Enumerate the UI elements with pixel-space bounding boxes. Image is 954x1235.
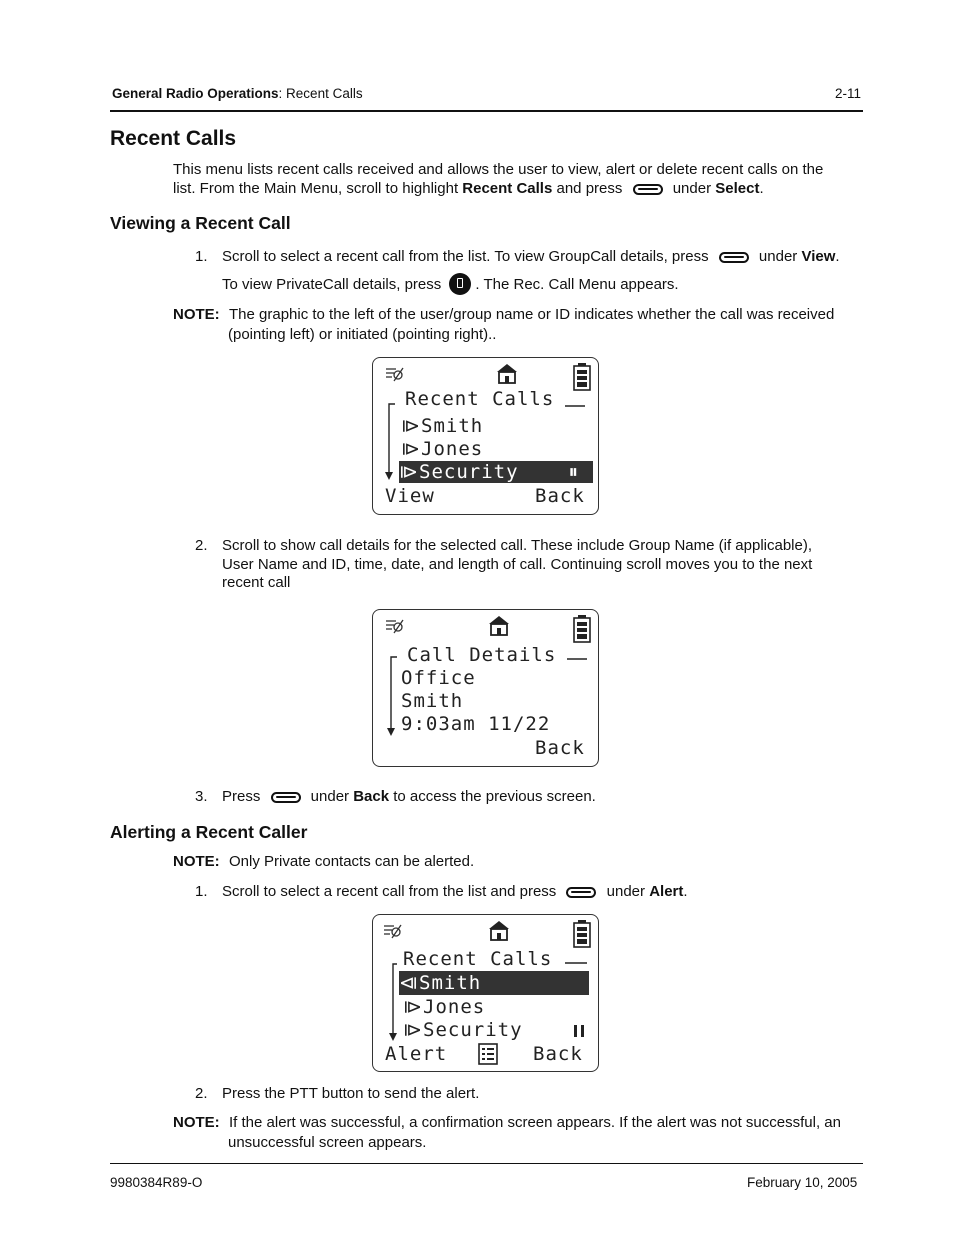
signal-icon (385, 618, 405, 634)
phone-screen-call-details (372, 609, 599, 767)
call-item-name: Security (419, 461, 519, 483)
step-number: 3. (195, 788, 208, 805)
note-text: (pointing left) or initiated (pointing right).. (228, 326, 497, 343)
right-softkey-label: Back (535, 485, 585, 507)
alerting-step-1 (222, 883, 863, 902)
outgoing-call-icon: ⧐ (403, 996, 423, 1018)
step-back: Back (353, 788, 390, 805)
step-number: 1. (195, 248, 208, 265)
left-softkey-label: View (385, 485, 435, 507)
step-line (222, 788, 863, 807)
softkey-icon (271, 792, 301, 803)
call-item-name: Jones (423, 996, 486, 1018)
screen-title: Recent Calls (403, 948, 553, 970)
note-label: NOTE: (173, 1114, 220, 1131)
call-item-selected (399, 461, 593, 483)
viewing-step-3 (222, 788, 863, 807)
group-call-icon (572, 1024, 586, 1038)
intro-text: . (759, 180, 764, 197)
intro-recent-calls: Recent Calls (462, 180, 553, 197)
step-text: . (835, 248, 840, 265)
home-icon (496, 363, 518, 385)
heading-viewing: Viewing a Recent Call (110, 213, 291, 233)
step-text: . The Rec. Call Menu appears. (475, 276, 679, 293)
running-header (112, 86, 363, 101)
call-item-name: Jones (421, 438, 484, 460)
detail-line: 9:03am 11/22 (401, 713, 551, 735)
outgoing-call-icon: ⧐ (401, 415, 421, 437)
viewing-step-1 (222, 248, 863, 295)
menu-icon (478, 1043, 498, 1065)
intro-select: Select (715, 180, 760, 197)
note-text: unsuccessful screen appears. (228, 1134, 427, 1151)
step-number: 2. (195, 1085, 208, 1102)
outgoing-call-icon: ⧐ (401, 438, 421, 460)
step-text: under (754, 248, 802, 265)
page-number: 2-11 (835, 86, 862, 101)
note-private-only (173, 852, 863, 872)
softkey-icon (633, 184, 663, 195)
call-item (403, 996, 485, 1018)
battery-icon (573, 363, 591, 391)
step-text: Scroll to select a recent call from the list. To view GroupCall details, press (222, 248, 713, 265)
step-line: Scroll to show call details for the selected call. These include Group Name (if applicable), (222, 537, 813, 554)
call-item (403, 1019, 523, 1041)
battery-icon (573, 615, 591, 643)
group-call-icon: ⏸ (568, 461, 579, 483)
home-icon (488, 920, 510, 942)
call-item (401, 415, 483, 437)
phone-screen-recent-calls (372, 357, 599, 515)
step-text: under (602, 883, 650, 900)
note-label: NOTE: (173, 853, 220, 870)
intro-paragraph (173, 160, 863, 198)
detail-line: Smith (401, 690, 464, 712)
page-title: Recent Calls (110, 127, 237, 150)
signal-icon (383, 923, 403, 939)
note-label: NOTE: (173, 306, 220, 323)
note-alert-result (173, 1113, 863, 1153)
viewing-step-2 (222, 537, 863, 593)
footer-rule (110, 1163, 863, 1164)
detail-line: Office (401, 667, 476, 689)
footer-date: February 10, 2005 (747, 1175, 858, 1190)
call-item-selected (399, 971, 589, 995)
header-section-rest: : Recent Calls (278, 86, 363, 101)
intro-line-2 (173, 179, 863, 198)
softkey-icon (566, 887, 596, 898)
call-item (401, 438, 483, 460)
step-text: under (306, 788, 354, 805)
screen-title: Call Details (407, 644, 557, 666)
home-icon (488, 615, 510, 637)
call-item-name: Smith (419, 972, 482, 994)
menu-key-icon (449, 273, 471, 295)
step-line: recent call (222, 574, 291, 591)
incoming-call-icon: ⧏ (399, 972, 419, 994)
outgoing-call-icon: ⧐ (399, 461, 419, 483)
intro-line-1: This menu lists recent calls received and allows the user to view, alert or delete recent calls on the (173, 161, 824, 178)
note-text: The graphic to the left of the user/group name or ID indicates whether the call was received (229, 306, 835, 323)
step-number: 2. (195, 537, 208, 554)
step-line (222, 248, 863, 273)
doc-number: 9980384R89-O (110, 1175, 203, 1190)
right-softkey-label: Back (535, 737, 585, 759)
heading-alerting: Alerting a Recent Caller (110, 822, 308, 842)
intro-text: under (668, 180, 716, 197)
call-item-name: Security (423, 1019, 523, 1041)
step-text: To view PrivateCall details, press (222, 276, 446, 293)
step-line (222, 273, 863, 295)
step-alert: Alert (649, 883, 684, 900)
title-rule (565, 405, 585, 407)
phone-screen-alert (372, 914, 599, 1072)
right-softkey-label: Back (533, 1043, 583, 1065)
note-direction (173, 305, 863, 345)
battery-icon (573, 920, 591, 948)
intro-text: and press (552, 180, 627, 197)
step-line (222, 883, 863, 902)
step-text: Scroll to select a recent call from the list and press (222, 883, 561, 900)
header-rule (110, 110, 863, 112)
step-text: . (683, 883, 688, 900)
screen-title: Recent Calls (405, 388, 555, 410)
step-text: Press (222, 788, 265, 805)
signal-icon (385, 366, 405, 382)
step-view: View (801, 248, 836, 265)
step-line: User Name and ID, time, date, and length of call. Continuing scroll moves you to the next (222, 555, 813, 573)
title-rule (565, 962, 587, 964)
step-text: to access the previous screen. (389, 788, 596, 805)
softkey-icon (719, 252, 749, 263)
call-item-name: Smith (421, 415, 484, 437)
intro-text: list. From the Main Menu, scroll to highlight (173, 180, 463, 197)
outgoing-call-icon: ⧐ (403, 1019, 423, 1041)
alerting-step-2: Press the PTT button to send the alert. (222, 1085, 480, 1102)
note-text: Only Private contacts can be alerted. (229, 853, 475, 870)
note-text: If the alert was successful, a confirmation screen appears. If the alert was not successful, an (229, 1114, 841, 1131)
left-softkey-label: Alert (385, 1043, 448, 1065)
step-number: 1. (195, 883, 208, 900)
title-rule (567, 658, 587, 660)
header-section-bold: General Radio Operations (112, 86, 279, 101)
